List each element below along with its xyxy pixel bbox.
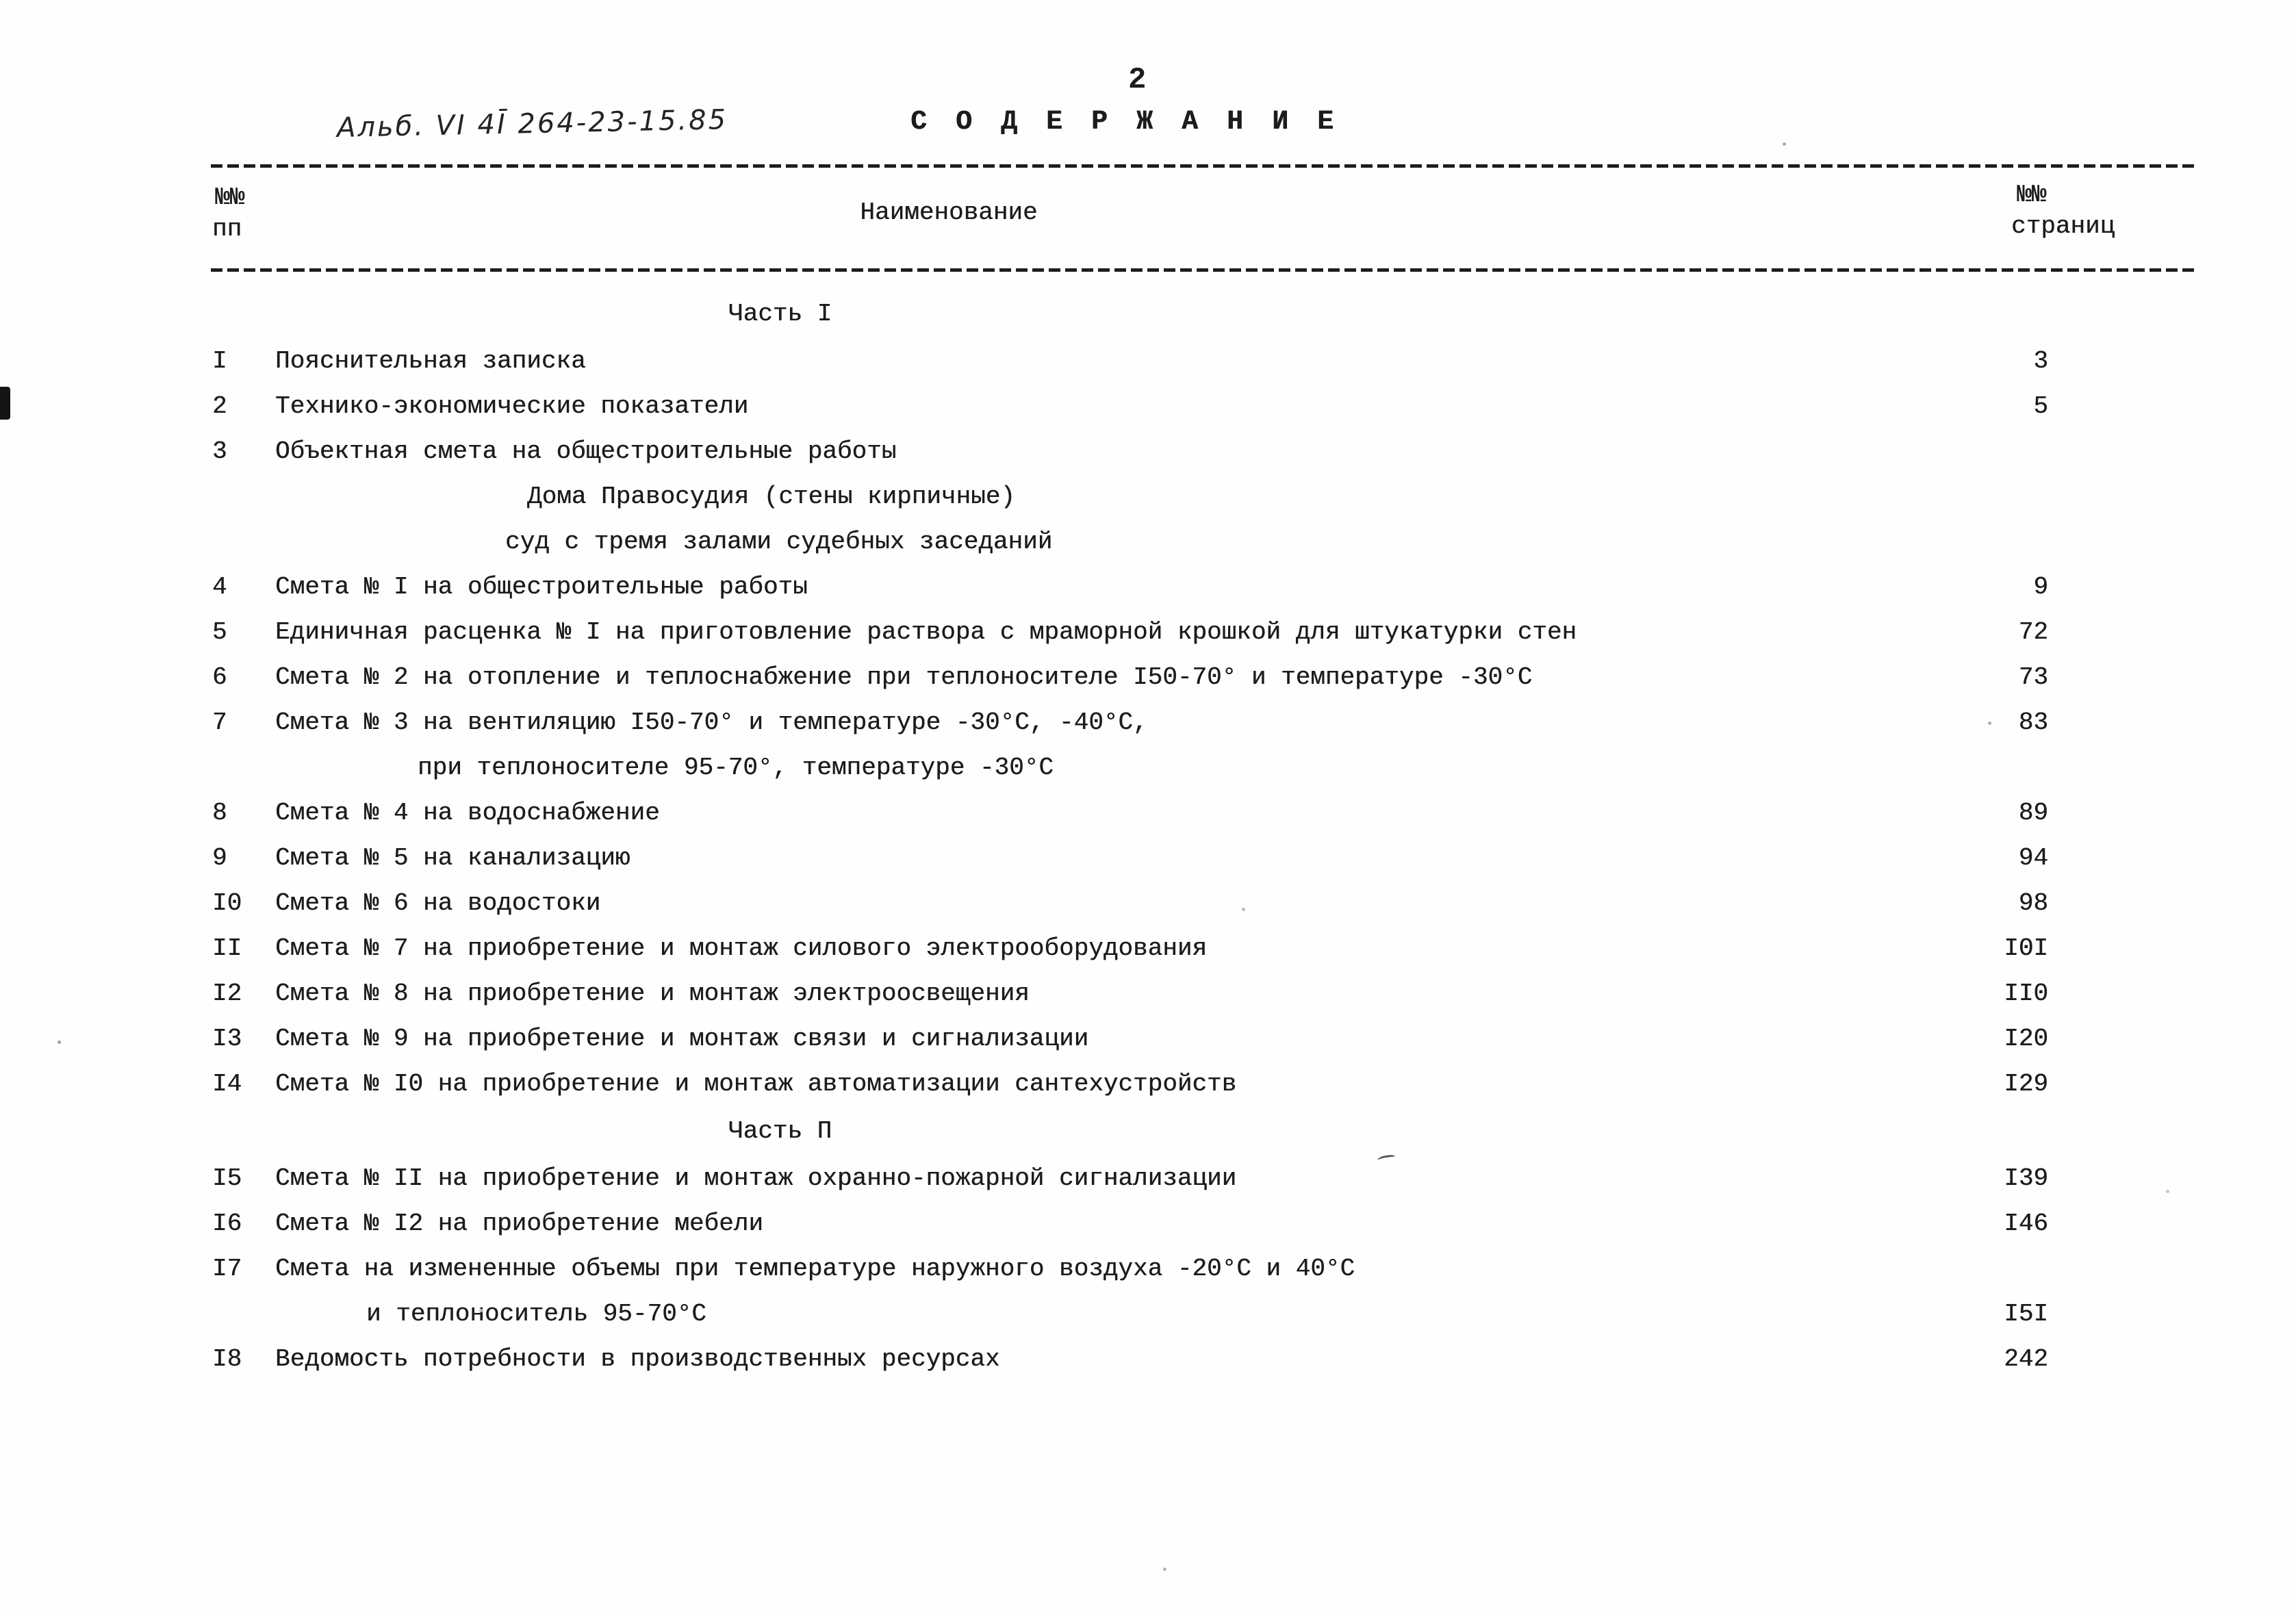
- entry-title: Смета № II на приобретение и монтаж охранно-пожарной сигнализации: [275, 1164, 1237, 1192]
- toc-line: [212, 609, 2048, 654]
- toc-line: [212, 383, 2048, 429]
- entry-page-number: 83: [2018, 708, 2048, 737]
- entry-title: Смета № 8 на приобретение и монтаж электроосвещения: [275, 979, 1030, 1008]
- separator-line-top: [211, 164, 2199, 168]
- toc-list: [212, 289, 2048, 1381]
- entry-page-number: 94: [2018, 843, 2048, 872]
- column-header-pages: №№: [2017, 181, 2047, 209]
- entry-number: I: [212, 346, 227, 375]
- entry-title: Смета № I на общестроительные работы: [275, 572, 808, 601]
- entry-title: Технико-экономические показатели: [275, 392, 749, 420]
- entry-page-number: 98: [2018, 889, 2048, 917]
- toc-line: [212, 1155, 2048, 1201]
- entry-title: Смета № 7 на приобретение и монтаж силового электрооборудования: [275, 934, 1208, 962]
- separator-line-header: [211, 268, 2199, 272]
- entry-page-number: I20: [2004, 1024, 2048, 1053]
- entry-number: 3: [212, 437, 227, 465]
- entry-page-number: I0I: [2004, 934, 2048, 962]
- entry-page-number: 72: [2018, 617, 2048, 646]
- entry-title: суд с тремя залами судебных заседаний: [505, 527, 1053, 556]
- toc-line: [212, 1246, 2048, 1291]
- entry-title: Смета № I2 на приобретение мебели: [275, 1209, 763, 1238]
- toc-line: [212, 700, 2048, 745]
- entry-page-number: 3: [2033, 346, 2048, 375]
- page-number: 2: [1128, 63, 1148, 97]
- entry-number: 4: [212, 572, 227, 601]
- entry-page-number: I39: [2004, 1164, 2048, 1192]
- toc-line: [212, 654, 2048, 700]
- entry-page-number: 73: [2018, 663, 2048, 691]
- entry-title: Ведомость потребности в производственных ресурсах: [275, 1344, 1000, 1373]
- entry-number: 6: [212, 663, 227, 691]
- entry-page-number: I29: [2004, 1069, 2048, 1098]
- entry-title: Смета на измененные объемы при температуре наружного воздуха -20°С и 40°С: [275, 1254, 1355, 1283]
- entry-number: I2: [212, 979, 242, 1008]
- handwritten-album-note: Альб. VI 4Ī 264-23-15.85: [336, 104, 728, 144]
- entry-title: Смета № 4 на водоснабжение: [275, 798, 660, 827]
- entry-title: Смета № 6 на водостоки: [275, 889, 601, 917]
- entry-number: I3: [212, 1024, 242, 1053]
- toc-line: [212, 790, 2048, 835]
- column-header-number-sub: пп: [212, 215, 242, 243]
- column-header-number: №№: [215, 183, 245, 212]
- entry-title: Смета № I0 на приобретение и монтаж автоматизации сантехустройств: [275, 1069, 1237, 1098]
- entry-number: 5: [212, 617, 227, 646]
- entry-page-number: I5I: [2004, 1299, 2048, 1328]
- toc-line: [212, 564, 2048, 609]
- entry-title: Пояснительная записка: [275, 346, 586, 375]
- toc-line: [212, 1336, 2048, 1381]
- entry-title: при теплоносителе 95-70°, температуре -30°С: [418, 753, 1054, 782]
- entry-title: Часть П: [728, 1116, 832, 1145]
- entry-title: и теплоноситель 95-70°С: [366, 1299, 706, 1328]
- toc-line: [212, 880, 2048, 925]
- entry-page-number: 9: [2033, 572, 2048, 601]
- toc-line: [212, 429, 2048, 474]
- entry-number: 8: [212, 798, 227, 827]
- toc-line: [212, 1061, 2048, 1106]
- entry-title: Единичная расценка № I на приготовление раствора с мраморной крошкой для штукатурки стен: [275, 617, 1577, 646]
- entry-number: I4: [212, 1069, 242, 1098]
- toc-line: [212, 971, 2048, 1016]
- entry-page-number: 5: [2033, 392, 2048, 420]
- entry-title: Смета № 5 на канализацию: [275, 843, 630, 872]
- entry-number: I8: [212, 1344, 242, 1373]
- toc-line: [212, 338, 2048, 383]
- entry-title: Смета № 2 на отопление и теплоснабжение при теплоносителе I50-70° и температуре -30°С: [275, 663, 1533, 691]
- toc-line: [212, 745, 2048, 790]
- toc-line: [212, 1291, 2048, 1336]
- scan-noise-specks: [1783, 142, 1786, 146]
- toc-line: [212, 289, 2048, 338]
- toc-line: [212, 925, 2048, 971]
- entry-number: 2: [212, 392, 227, 420]
- toc-line: [212, 1106, 2048, 1155]
- entry-page-number: 242: [2004, 1344, 2048, 1373]
- entry-title: Смета № 9 на приобретение и монтаж связи и сигнализации: [275, 1024, 1089, 1053]
- entry-page-number: II0: [2004, 979, 2048, 1008]
- entry-number: I7: [212, 1254, 242, 1283]
- document-title: С О Д Е Р Ж А Н И Е: [910, 107, 1340, 138]
- toc-line: [212, 1201, 2048, 1246]
- entry-page-number: 89: [2018, 798, 2048, 827]
- toc-line: [212, 474, 2048, 519]
- toc-line: [212, 1016, 2048, 1061]
- entry-title: Дома Правосудия (стены кирпичные): [527, 482, 1015, 511]
- entry-number: I0: [212, 889, 242, 917]
- toc-line: [212, 835, 2048, 880]
- entry-number: I6: [212, 1209, 242, 1238]
- entry-title: Смета № 3 на вентиляцию I50-70° и температуре -30°С, -40°С,: [275, 708, 1148, 737]
- column-header-pages-sub: страниц: [2011, 212, 2115, 240]
- entry-title: Объектная смета на общестроительные работы: [275, 437, 897, 465]
- scan-edge-artifact: [0, 387, 10, 420]
- entry-number: II: [212, 934, 242, 962]
- column-header-name: Наименование: [860, 199, 1038, 227]
- entry-page-number: I46: [2004, 1209, 2048, 1238]
- entry-title: Часть I: [728, 299, 832, 328]
- entry-number: 7: [212, 708, 227, 737]
- entry-number: I5: [212, 1164, 242, 1192]
- toc-line: [212, 519, 2048, 564]
- entry-number: 9: [212, 843, 227, 872]
